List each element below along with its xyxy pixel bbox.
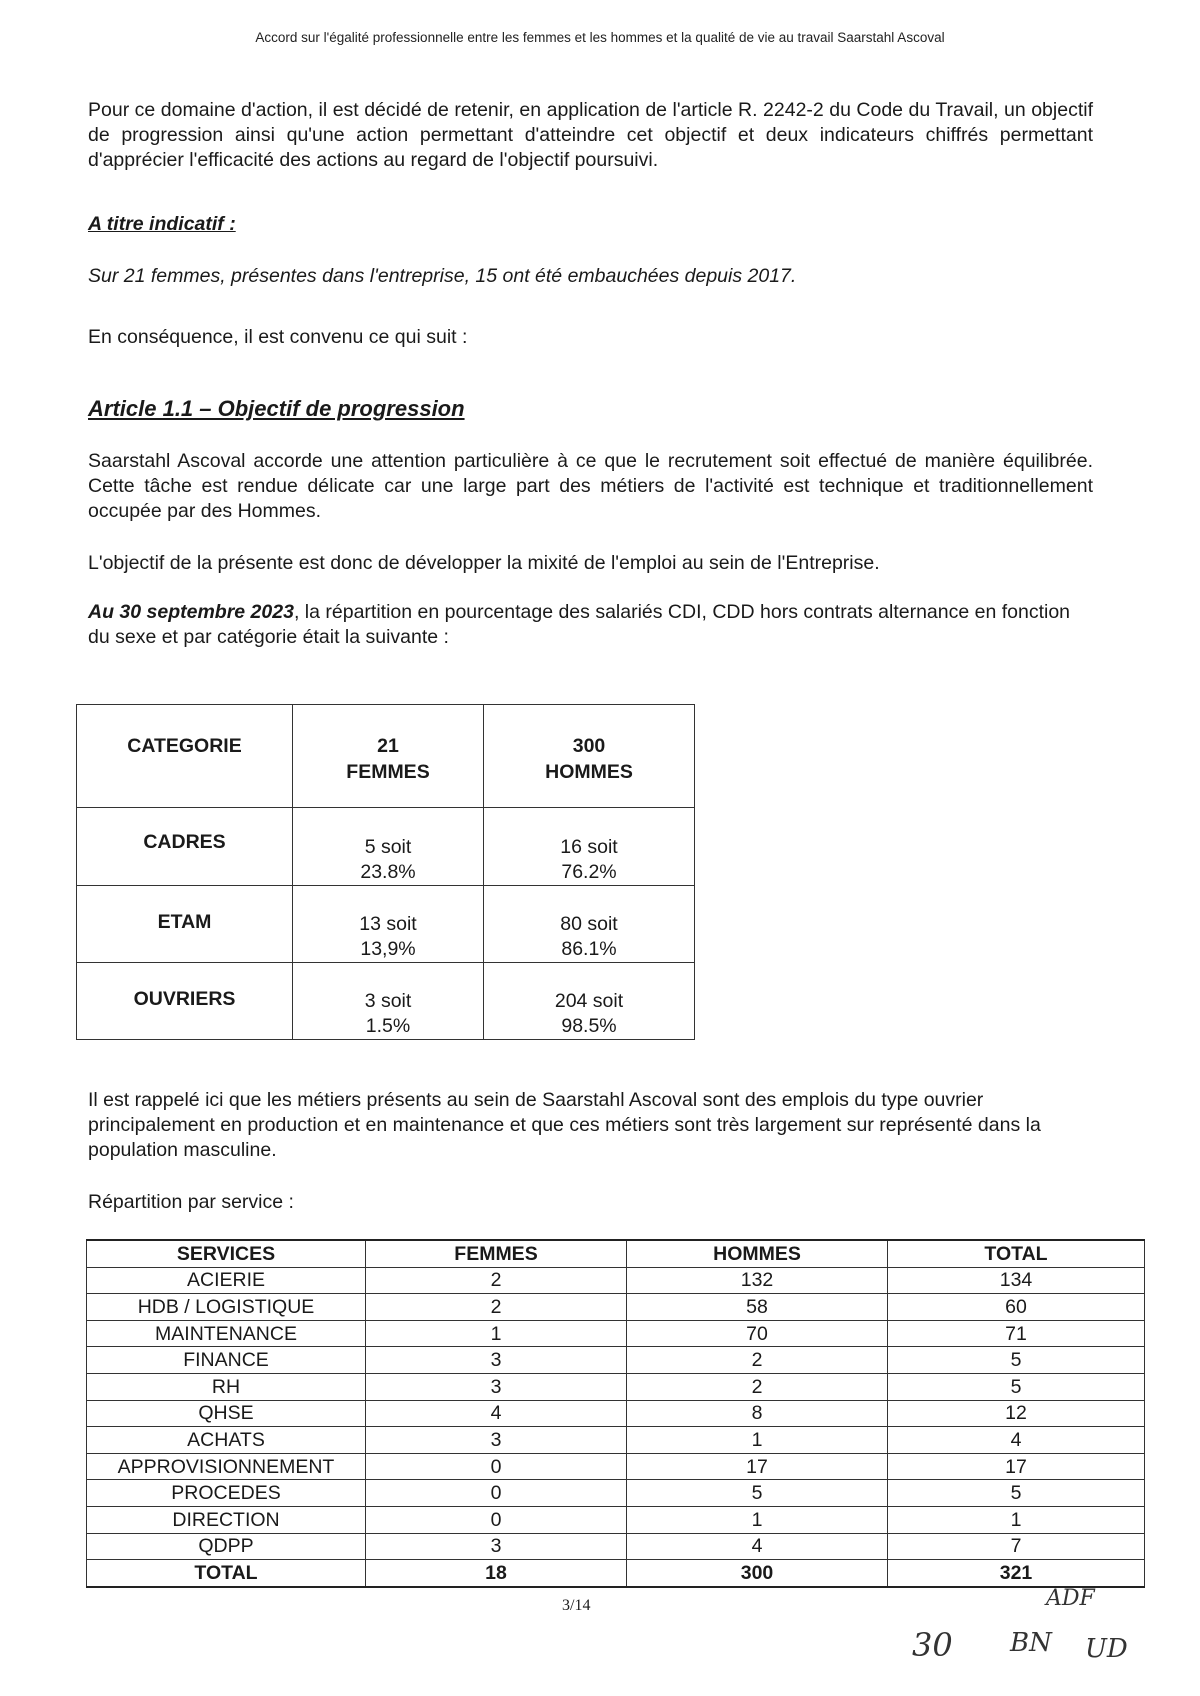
total-total: 321: [888, 1560, 1145, 1587]
services-table-header: [87, 1240, 1145, 1267]
femmes-count: 3: [366, 1373, 627, 1400]
category-table-header: [77, 705, 695, 808]
table-row: [77, 963, 695, 1040]
hommes-count: 1: [627, 1506, 888, 1533]
table-row: [77, 808, 695, 886]
total-count: 5: [888, 1347, 1145, 1374]
total-femmes: 18: [366, 1560, 627, 1587]
category-label: ETAM: [77, 886, 293, 963]
article-title: Article 1.1 – Objectif de progression: [88, 396, 465, 421]
service-name: FINANCE: [87, 1347, 366, 1374]
table-row: [87, 1267, 1145, 1294]
hommes-count: 5: [627, 1480, 888, 1507]
hommes-count: 132: [627, 1267, 888, 1294]
total-count: 71: [888, 1320, 1145, 1347]
service-name: QHSE: [87, 1400, 366, 1427]
page-number: 3/14: [562, 1597, 591, 1614]
article-paragraph-3-rest: , la répartition en pourcentage des salariés CDI, CDD hors contrats alternance en fonction du sexe et par catégorie était la suivante :: [88, 601, 1071, 648]
article-paragraph-1: Saarstahl Ascoval accorde une attention particulière à ce que le recrutement soit effectué de manière équilibrée. Cette tâche est rendue délicate car une large part des métiers de l'activité est technique et traditionnellement occupée par des Hommes.: [88, 450, 1093, 522]
hommes-value: 204 soit 98.5%: [484, 963, 695, 1040]
total-count: 5: [888, 1480, 1145, 1507]
femmes-count: 0: [366, 1453, 627, 1480]
hommes-count: 58: [627, 1294, 888, 1321]
total-count: 4: [888, 1427, 1145, 1454]
table-row: [87, 1453, 1145, 1480]
service-name: MAINTENANCE: [87, 1320, 366, 1347]
service-name: PROCEDES: [87, 1480, 366, 1507]
article-paragraph-2: L'objectif de la présente est donc de développer la mixité de l'emploi au sein de l'Entreprise.: [88, 552, 880, 574]
header-femmes: FEMMES: [366, 1240, 627, 1267]
category-table: [76, 704, 695, 1040]
femmes-count: 2: [366, 1294, 627, 1321]
consequence-text: En conséquence, il est convenu ce qui suit :: [88, 326, 468, 348]
service-name: HDB / LOGISTIQUE: [87, 1294, 366, 1321]
total-count: 60: [888, 1294, 1145, 1321]
femmes-count: 4: [366, 1400, 627, 1427]
intro-paragraph: Pour ce domaine d'action, il est décidé de retenir, en application de l'article R. 2242-2 du Code du Travail, un objectif de progression ainsi qu'une action permettant d'atteindre cet objectif et deux indicateurs chiffrés permettant d'apprécier l'efficacité des actions au regard de l'objectif poursuivi.: [88, 99, 1093, 171]
category-label: OUVRIERS: [77, 963, 293, 1040]
category-label: CADRES: [77, 808, 293, 886]
table-row: [87, 1320, 1145, 1347]
femmes-count: 3: [366, 1533, 627, 1560]
femmes-count: 3: [366, 1427, 627, 1454]
header-hommes: 300 HOMMES: [484, 705, 695, 808]
hommes-count: 1: [627, 1427, 888, 1454]
service-name: ACIERIE: [87, 1267, 366, 1294]
service-name: RH: [87, 1373, 366, 1400]
total-count: 17: [888, 1453, 1145, 1480]
hommes-value: 80 soit 86.1%: [484, 886, 695, 963]
hommes-count: 70: [627, 1320, 888, 1347]
handwritten-initials-1: ADF: [1046, 1586, 1095, 1611]
femmes-value: 5 soit 23.8%: [293, 808, 484, 886]
document-header: Accord sur l'égalité professionnelle entre les femmes et les hommes et la qualité de vie au travail Saarstahl Ascoval: [255, 30, 945, 45]
article-paragraph-3: [88, 600, 1093, 650]
total-count: 5: [888, 1373, 1145, 1400]
header-services: SERVICES: [87, 1240, 366, 1267]
indicatif-heading-text: A titre indicatif :: [88, 213, 236, 235]
table-row: [87, 1480, 1145, 1507]
header-total: TOTAL: [888, 1240, 1145, 1267]
date-emphasis: Au 30 septembre 2023: [88, 601, 294, 623]
femmes-count: 1: [366, 1320, 627, 1347]
indicatif-text: Sur 21 femmes, présentes dans l'entreprise, 15 ont été embauchées depuis 2017.: [88, 265, 797, 287]
table-row: [87, 1400, 1145, 1427]
hommes-count: 17: [627, 1453, 888, 1480]
total-count: 134: [888, 1267, 1145, 1294]
header-femmes: 21 FEMMES: [293, 705, 484, 808]
table-row: [87, 1533, 1145, 1560]
service-name: APPROVISIONNEMENT: [87, 1453, 366, 1480]
repartition-label: Répartition par service :: [88, 1191, 294, 1213]
table-row: [87, 1427, 1145, 1454]
service-name: QDPP: [87, 1533, 366, 1560]
handwritten-initials-3: BN: [1010, 1628, 1052, 1658]
total-label: TOTAL: [87, 1560, 366, 1587]
femmes-value: 3 soit 1.5%: [293, 963, 484, 1040]
femmes-count: 0: [366, 1480, 627, 1507]
header-hommes: HOMMES: [627, 1240, 888, 1267]
femmes-count: 3: [366, 1347, 627, 1374]
femmes-count: 0: [366, 1506, 627, 1533]
table-row: [87, 1347, 1145, 1374]
total-count: 7: [888, 1533, 1145, 1560]
total-count: 12: [888, 1400, 1145, 1427]
hommes-value: 16 soit 76.2%: [484, 808, 695, 886]
rappel-paragraph: Il est rappelé ici que les métiers présents au sein de Saarstahl Ascoval sont des emplois du type ouvrier principalement en production et en maintenance et que ces métiers sont très largement sur représenté dans la population masculine.: [88, 1089, 1041, 1161]
header-categorie: CATEGORIE: [77, 705, 293, 808]
table-row: [77, 886, 695, 963]
total-hommes: 300: [627, 1560, 888, 1587]
hommes-count: 2: [627, 1373, 888, 1400]
table-row: [87, 1373, 1145, 1400]
hommes-count: 2: [627, 1347, 888, 1374]
indicatif-heading: [88, 212, 1093, 237]
service-name: DIRECTION: [87, 1506, 366, 1533]
handwritten-initials-4: UD: [1085, 1634, 1128, 1664]
table-row: [87, 1294, 1145, 1321]
services-table: [86, 1239, 1145, 1588]
hommes-count: 4: [627, 1533, 888, 1560]
services-total-row: [87, 1560, 1145, 1587]
service-name: ACHATS: [87, 1427, 366, 1454]
handwritten-initials-2: 30: [912, 1626, 953, 1664]
hommes-count: 8: [627, 1400, 888, 1427]
femmes-count: 2: [366, 1267, 627, 1294]
table-row: [87, 1506, 1145, 1533]
femmes-value: 13 soit 13,9%: [293, 886, 484, 963]
total-count: 1: [888, 1506, 1145, 1533]
